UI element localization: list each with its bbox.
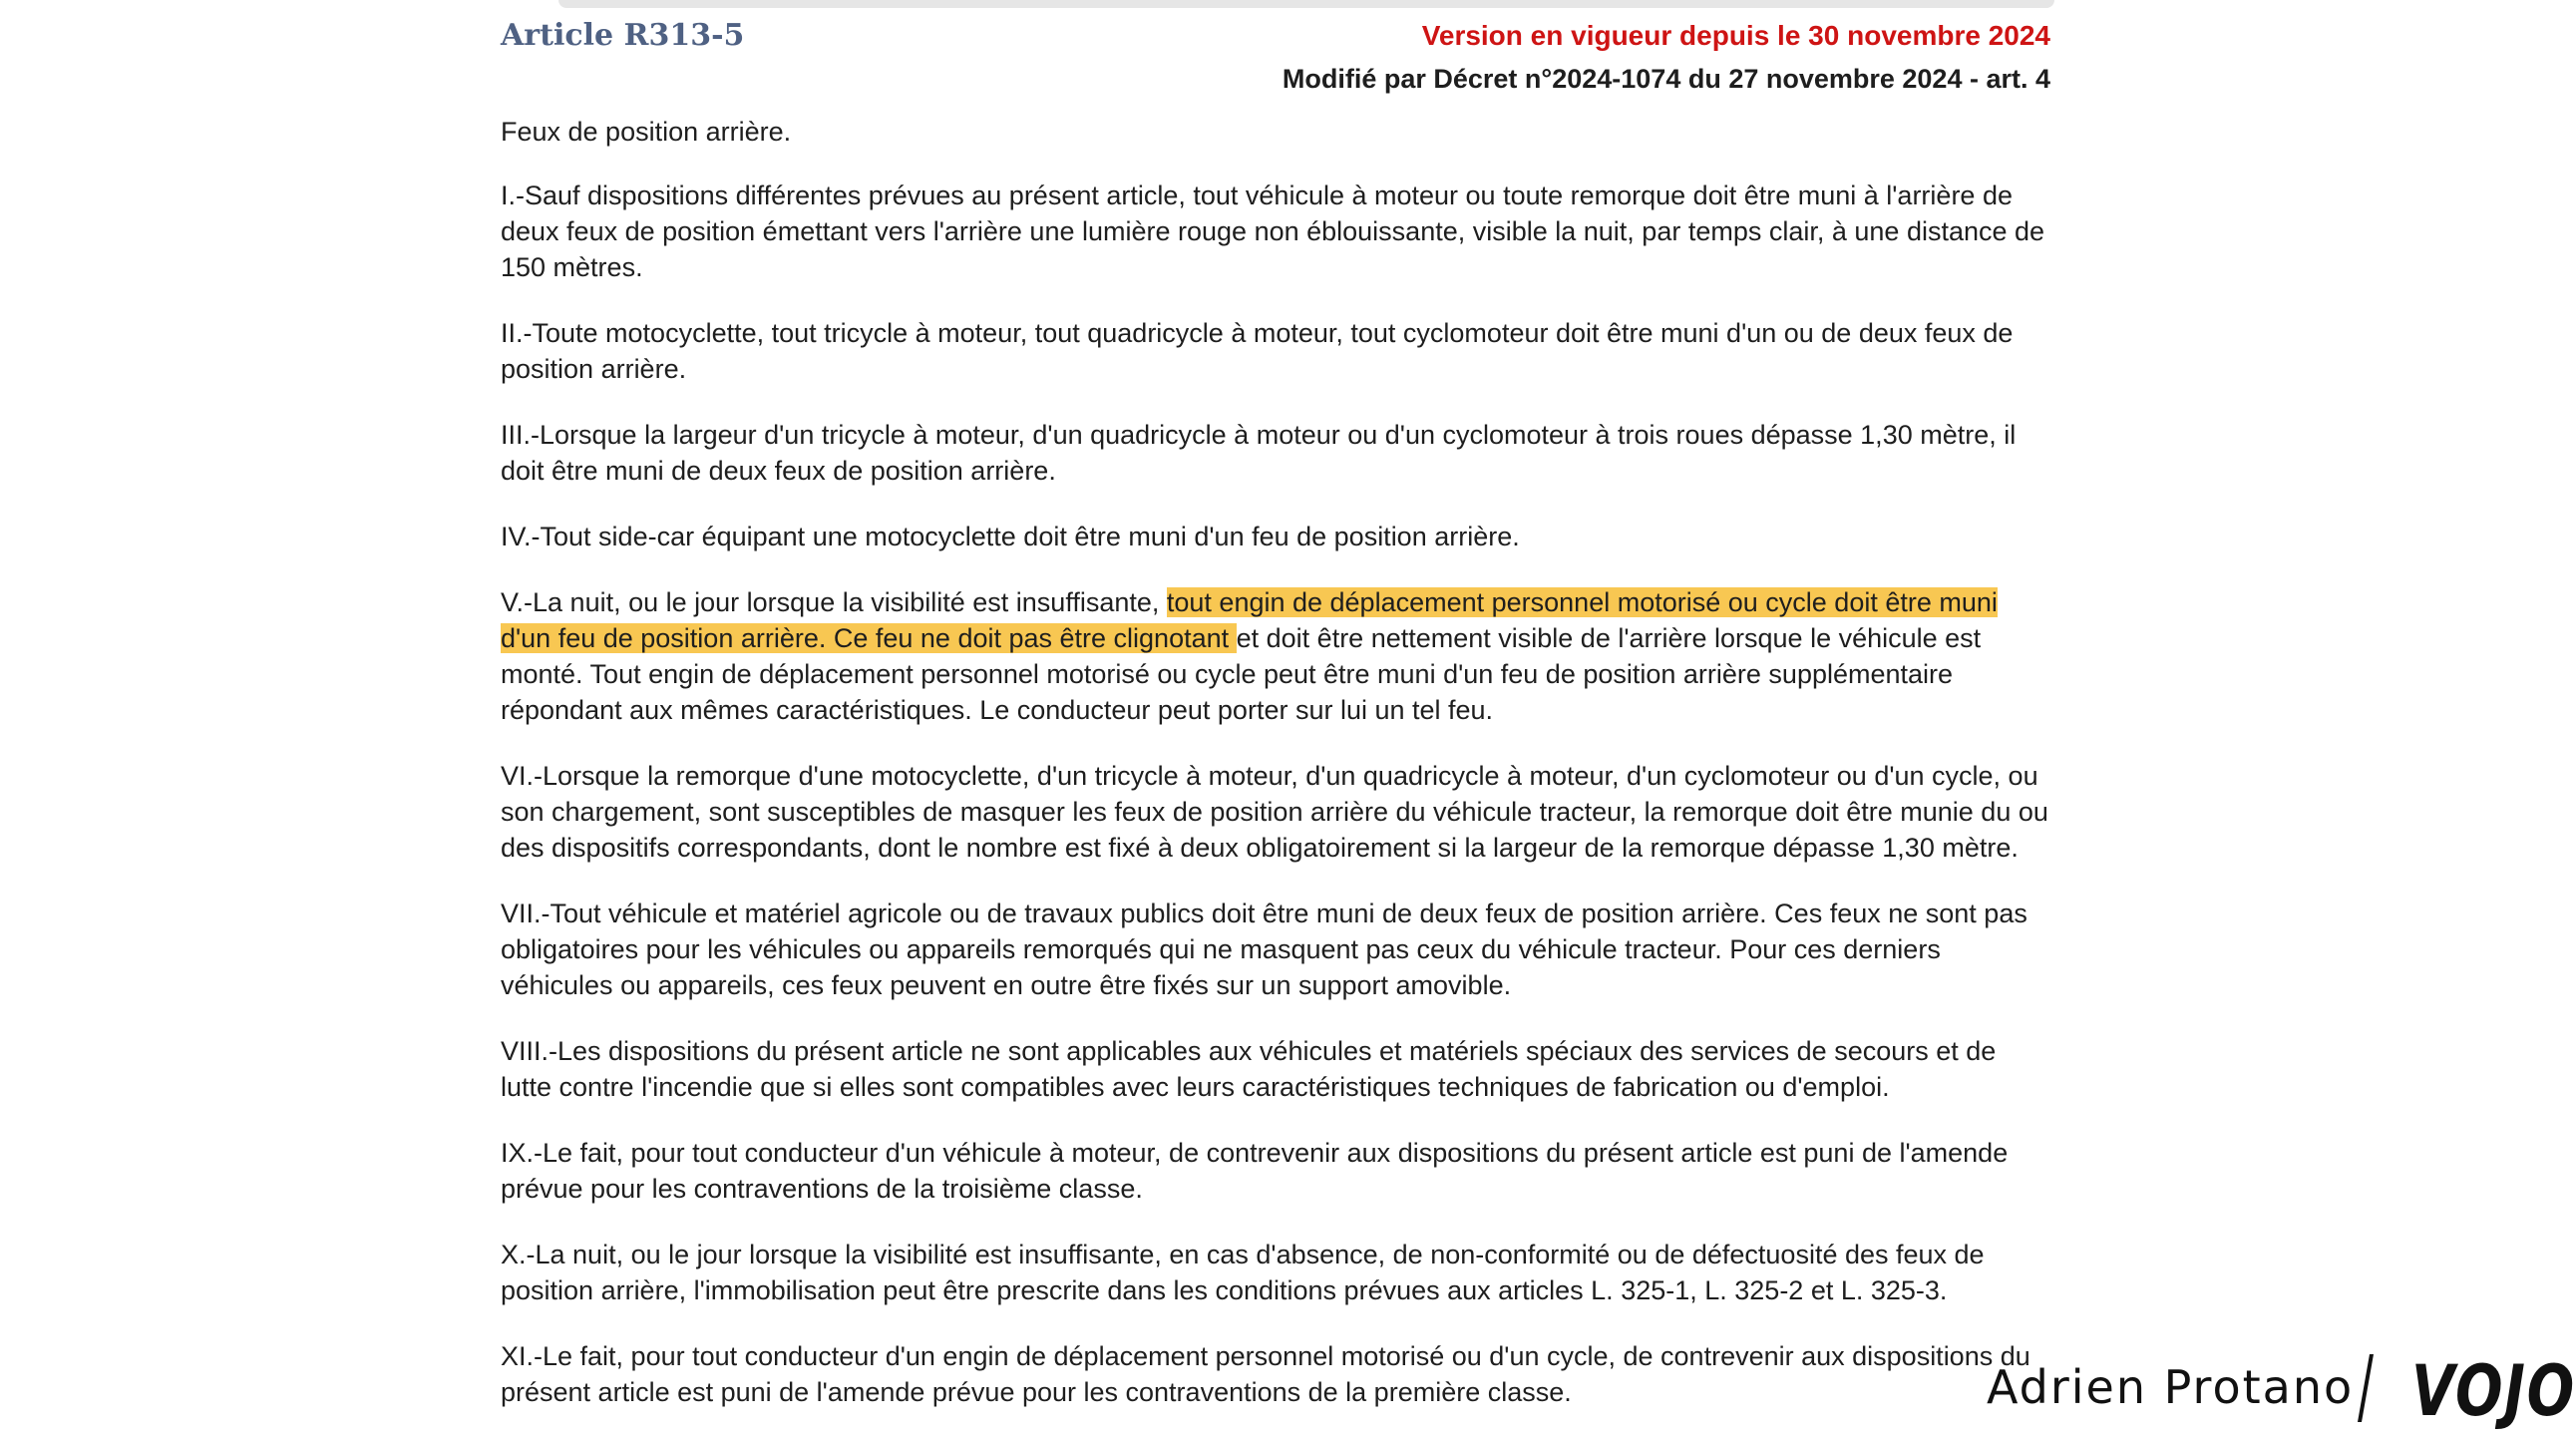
version-status: Version en vigueur depuis le 30 novembre 2024: [1421, 20, 2050, 51]
article-header: [501, 14, 2050, 60]
highlighted-text: tout engin de déplacement personnel motorisé ou cycle doit être muni d'un feu de position arrière. Ce feu ne doit pas être clignotant: [501, 587, 1998, 653]
article-content: [501, 114, 2050, 1410]
paragraph-4: IV.-Tout side-car équipant une motocyclette doit être muni d'un feu de position arrière.: [501, 522, 1520, 551]
modified-by: Modifié par Décret n°2024-1074 du 27 novembre 2024 - art. 4: [1282, 64, 2050, 94]
paragraph-7: VII.-Tout véhicule et matériel agricole ou de travaux publics doit être muni de deux feux de position arrière. Ces feux ne sont pas obligatoires pour les véhicules ou appareils remorqués qui ne masquent pas ceux du véhicule tracteur. Pour ces derniers véhicules ou appareils, ces feux peuvent en outre être fixés sur un support amovible.: [501, 899, 2027, 1000]
paragraph-2: II.-Toute motocyclette, tout tricycle à moteur, tout quadricycle à moteur, tout cyclomoteur doit être muni d'un ou de deux feux de position arrière.: [501, 318, 2014, 384]
paragraph-heading: Feux de position arrière.: [501, 117, 792, 147]
paragraph-8: VIII.-Les dispositions du présent article ne sont applicables aux véhicules et matériels spéciaux des services de secours et de lutte contre l'incendie que si elles sont compatibles avec leurs caractéristiques techniques de fabrication ou d'emploi.: [501, 1036, 1997, 1102]
paragraph-1: I.-Sauf dispositions différentes prévues au présent article, tout véhicule à moteur ou toute remorque doit être muni à l'arrière de deux feux de position émettant vers l'arrière une lumière rouge non éblouissante, visible la nuit, par temps clair, à une distance de 150 mètres.: [501, 180, 2045, 282]
paragraph-11: XI.-Le fait, pour tout conducteur d'un engin de déplacement personnel motorisé ou d'un cycle, de contrevenir aux dispositions du présent article est puni de l'amende prévue pour les contraventions de la première classe.: [501, 1341, 2030, 1407]
scroll-top-edge: [558, 0, 2054, 8]
paragraph-10: X.-La nuit, ou le jour lorsque la visibilité est insuffisante, en cas d'absence, de non-conformité ou de défectuosité des feux de position arrière, l'immobilisation peut être prescrite dans les conditions prévues aux articles L. 325-1, L. 325-2 et L. 325-3.: [501, 1240, 1985, 1305]
paragraph-5-end: et doit être nettement visible de l'arrière lorsque le véhicule est monté. Tout engin de déplacement personnel motorisé ou cycle peut être muni d'un feu de position arrière supplémentaire répondant aux mêmes caractéristiques. Le conducteur peut porter sur lui un tel feu.: [501, 623, 1982, 725]
article-page: [501, 14, 2050, 1440]
paragraph-3: III.-Lorsque la largeur d'un tricycle à moteur, d'un quadricycle à moteur ou d'un cyclomoteur à trois roues dépasse 1,30 mètre, il doit être muni de deux feux de position arrière.: [501, 420, 2017, 486]
paragraph-6: VI.-Lorsque la remorque d'une motocyclette, d'un tricycle à moteur, d'un quadricycle à moteur, d'un cyclomoteur ou d'un cycle, ou son chargement, sont susceptibles de masquer les feux de position arrière du véhicule tracteur, la remorque doit être munie du ou des dispositifs correspondants, dont le nombre est fixé à deux obligatoirement si la largeur de la remorque dépasse 1,30 mètre.: [501, 761, 2048, 863]
paragraph-5: [501, 584, 2050, 728]
author-credit: Adrien Protano: [1987, 1360, 2355, 1414]
paragraph-9: IX.-Le fait, pour tout conducteur d'un véhicule à moteur, de contrevenir aux dispositions du présent article est puni de l'amende prévue pour les contraventions de la troisième classe.: [501, 1138, 2009, 1204]
paragraph-5-start: V.-La nuit, ou le jour lorsque la visibilité est insuffisante,: [501, 587, 1167, 617]
footer-divider: [2358, 1354, 2374, 1422]
article-title: Article R313-5: [501, 18, 745, 53]
vojo-logo: VOJO: [2411, 1350, 2576, 1432]
